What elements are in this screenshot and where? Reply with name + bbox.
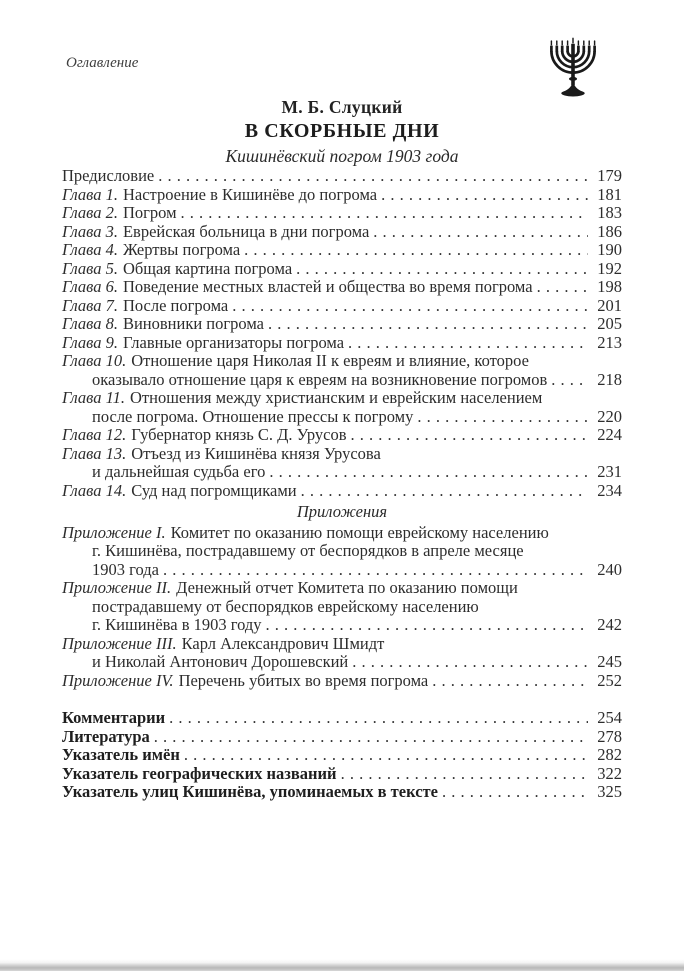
book-author: М. Б. Слуцкий (281, 97, 403, 117)
toc-leader-dots (373, 223, 588, 242)
toc-row (62, 728, 622, 747)
toc-leader-dots (348, 334, 588, 353)
toc-row (62, 524, 622, 543)
toc-entry-label: Глава 11. (62, 388, 125, 407)
toc-entry-text: Карл Александрович Шмидт (181, 633, 385, 653)
toc-entry-label: Приложение I. (62, 522, 166, 542)
toc-entry-text: Перечень убитых во время погрома (178, 670, 429, 690)
toc-row (62, 542, 622, 561)
toc-entry-text: Главные организаторы погрома (122, 332, 345, 352)
toc-leader-dots (301, 482, 588, 501)
toc-entry-text: после погрома. Отношение прессы к погрому (92, 406, 414, 426)
toc-leader-dots (432, 672, 588, 691)
toc-entry-text: Указатель имён (62, 745, 180, 764)
toc-entry-label: Приложение III. (62, 633, 177, 653)
table-of-contents (62, 167, 622, 802)
toc-leader-dots (154, 728, 588, 747)
toc-row (62, 426, 622, 445)
toc-row (62, 482, 622, 501)
book-title-block (0, 97, 684, 167)
toc-row (62, 765, 622, 784)
toc-page-number: 205 (597, 314, 622, 333)
toc-entry-text: Отъезд из Кишинёва князя Урусова (131, 443, 381, 463)
toc-entry-text: Предисловие (62, 166, 155, 185)
toc-row (62, 223, 622, 242)
toc-row (62, 408, 622, 427)
toc-page-number: 183 (597, 203, 622, 222)
toc-row (62, 389, 622, 408)
toc-leader-dots (341, 765, 588, 784)
toc-row (62, 746, 622, 765)
toc-page-number: 201 (597, 295, 622, 315)
toc-row (62, 352, 622, 371)
toc-page-number: 198 (597, 277, 622, 296)
toc-row (62, 167, 622, 186)
toc-row (62, 371, 622, 390)
toc-leader-dots (169, 709, 588, 728)
toc-entry-label: Глава 10. (62, 351, 127, 370)
toc-row (62, 241, 622, 260)
toc-row (62, 616, 622, 635)
toc-leader-dots (184, 746, 588, 765)
toc-row (62, 598, 622, 617)
toc-entry-text: Поведение местных властей и общества во время погрома (122, 277, 533, 296)
toc-page-number: 186 (597, 221, 622, 241)
toc-row (62, 709, 622, 728)
toc-leader-dots (296, 260, 588, 279)
toc-page-number: 220 (597, 406, 622, 426)
toc-leader-dots (244, 241, 588, 260)
toc-row (62, 463, 622, 482)
toc-page-number: 192 (597, 258, 622, 278)
toc-entry-label: Глава 4. (62, 240, 118, 259)
toc-entry-text: 1903 года (92, 559, 159, 579)
toc-leader-dots (551, 371, 588, 390)
toc-entry-label: Глава 7. (62, 295, 118, 315)
toc-row (62, 445, 622, 464)
toc-row (62, 204, 622, 223)
toc-leader-dots (417, 408, 588, 427)
toc-entry-text: Отношение царя Николая II к евреям и влияние, которое (131, 351, 529, 370)
toc-entry-text: После погрома (122, 295, 229, 315)
toc-page-number: 234 (597, 480, 622, 500)
toc-page-number: 322 (597, 763, 622, 783)
book-subtitle: Кишинёвский погром 1903 года (225, 146, 459, 167)
toc-row (62, 672, 622, 691)
toc-page-number: 190 (597, 240, 622, 259)
toc-entry-text: Суд над погромщиками (131, 480, 297, 500)
toc-section-chapters (62, 167, 622, 500)
toc-entry-text: оказывало отношение царя к евреям на возникновение погромов (92, 369, 548, 389)
toc-entry-text: Денежный отчет Комитета по оказанию помощи (176, 578, 518, 597)
toc-page-number: 224 (597, 425, 622, 444)
running-header: Оглавление (66, 55, 139, 71)
toc-page-number: 181 (597, 184, 622, 204)
toc-entry-text: Настроение в Кишинёве до погрома (122, 184, 378, 204)
toc-entry-label: Глава 6. (62, 277, 118, 296)
book-title: В СКОРБНЫЕ ДНИ (244, 119, 440, 142)
toc-row (62, 783, 622, 802)
toc-page-number: 218 (597, 369, 622, 389)
toc-entry-text: Литература (62, 726, 150, 746)
toc-leader-dots (232, 297, 588, 316)
toc-entry-label: Глава 1. (62, 184, 118, 204)
toc-section-appendices (62, 503, 622, 690)
toc-entry-label: Приложение IV. (62, 670, 174, 690)
toc-leader-dots (537, 278, 588, 297)
toc-leader-dots (269, 463, 588, 482)
toc-entry-text: г. Кишинёва в 1903 году (92, 615, 262, 634)
toc-page-number: 282 (597, 745, 622, 764)
menorah-icon (546, 36, 600, 102)
toc-entry-text: Жертвы погрома (122, 240, 241, 259)
toc-entry-label: Глава 13. (62, 443, 127, 463)
toc-entry-text: г. Кишинёва, пострадавшему от беспорядков в апреле месяце (92, 541, 524, 560)
toc-entry-text: Указатель улиц Кишинёва, упоминаемых в тексте (62, 782, 438, 801)
toc-entry-text: Погром (122, 203, 177, 222)
toc-page-number: 278 (597, 726, 622, 746)
toc-row (62, 278, 622, 297)
toc-page-number: 213 (597, 332, 622, 352)
toc-row (62, 260, 622, 279)
toc-row (62, 579, 622, 598)
toc-leader-dots (266, 616, 588, 635)
toc-row (62, 635, 622, 654)
toc-entry-text: Отношения между христианским и еврейским населением (129, 388, 543, 407)
toc-entry-label: Глава 8. (62, 314, 118, 333)
toc-row (62, 561, 622, 580)
toc-row (62, 186, 622, 205)
toc-entry-label: Глава 9. (62, 332, 118, 352)
toc-entry-text: Виновники погрома (122, 314, 264, 333)
toc-row (62, 334, 622, 353)
toc-entry-text: Общая картина погрома (122, 258, 293, 278)
toc-leader-dots (351, 426, 588, 445)
toc-section-backmatter (62, 709, 622, 802)
toc-leader-dots (352, 653, 588, 672)
toc-entry-label: Приложение II. (62, 578, 172, 597)
toc-entry-label: Глава 5. (62, 258, 118, 278)
toc-entry-text: Комментарии (62, 708, 166, 727)
toc-entry-text: Комитет по оказанию помощи еврейскому населению (170, 522, 549, 542)
section-heading: Приложения (296, 502, 388, 521)
toc-row (62, 653, 622, 672)
toc-entry-label: Глава 14. (62, 480, 127, 500)
toc-entry-label: Глава 2. (62, 203, 118, 222)
toc-page-number: 240 (597, 559, 622, 579)
toc-entry-label: Глава 12. (62, 425, 127, 444)
toc-leader-dots (158, 167, 588, 186)
toc-entry-text: и Николай Антонович Дорошевский (92, 652, 349, 671)
toc-page-number: 179 (597, 166, 622, 185)
toc-entry-text: пострадавшему от беспорядков еврейскому населению (92, 596, 479, 616)
toc-leader-dots (181, 204, 588, 223)
toc-page-number: 325 (597, 782, 622, 801)
toc-leader-dots (442, 783, 588, 802)
toc-leader-dots (381, 186, 588, 205)
toc-page-number: 245 (597, 652, 622, 671)
toc-page-number: 231 (597, 462, 622, 481)
toc-page-number: 242 (597, 615, 622, 634)
toc-entry-label: Глава 3. (62, 221, 118, 241)
toc-entry-text: Еврейская больница в дни погрома (122, 221, 370, 241)
toc-entry-text: и дальнейшая судьба его (92, 462, 266, 481)
toc-entry-text: Указатель географических названий (62, 763, 337, 783)
page-bottom-edge (0, 959, 684, 971)
toc-page-number: 254 (597, 708, 622, 727)
toc-row (62, 297, 622, 316)
toc-row (62, 315, 622, 334)
toc-leader-dots (268, 315, 588, 334)
toc-entry-text: Губернатор князь С. Д. Урусов (131, 425, 347, 444)
toc-leader-dots (163, 561, 588, 580)
toc-page-number: 252 (597, 670, 622, 690)
